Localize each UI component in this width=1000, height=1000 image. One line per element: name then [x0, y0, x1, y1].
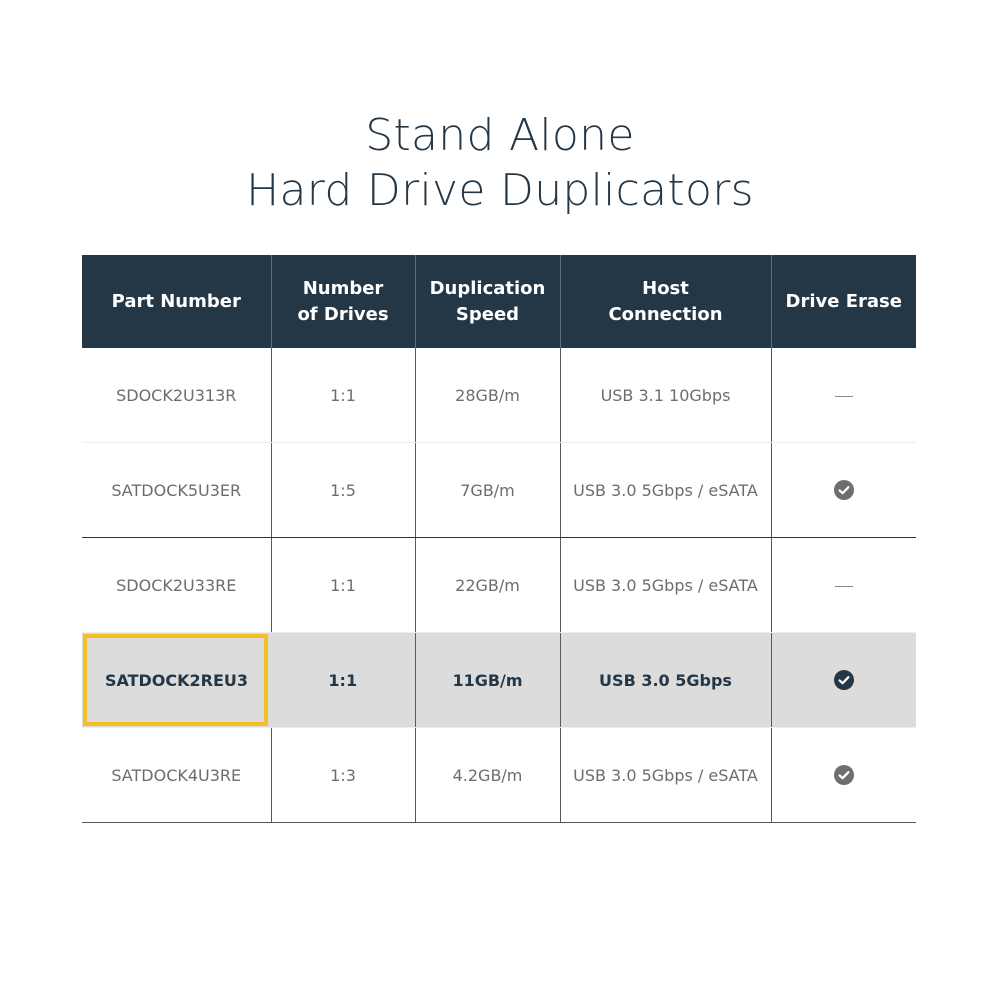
cell-erase	[771, 348, 916, 443]
cell-part-number: SDOCK2U313R	[82, 348, 271, 443]
check-circle-icon	[834, 670, 854, 690]
table-row	[82, 443, 916, 538]
cell-erase	[771, 633, 916, 728]
cell-drives: 1:1	[271, 633, 415, 728]
dash-icon	[835, 586, 853, 587]
cell-drives: 1:5	[271, 443, 415, 538]
cell-drives: 1:1	[271, 538, 415, 633]
cell-host: USB 3.0 5Gbps	[560, 633, 771, 728]
header-number-of-drives: Number of Drives	[271, 255, 415, 348]
table-header-row	[82, 255, 916, 348]
table-row	[82, 728, 916, 823]
table-row	[82, 348, 916, 443]
dash-icon	[835, 396, 853, 397]
cell-host: USB 3.0 5Gbps / eSATA	[560, 443, 771, 538]
table-row-highlighted	[82, 633, 916, 728]
cell-part-number	[82, 633, 271, 728]
cell-erase	[771, 728, 916, 823]
cell-speed: 28GB/m	[415, 348, 560, 443]
cell-host: USB 3.1 10Gbps	[560, 348, 771, 443]
cell-part-number: SATDOCK5U3ER	[82, 443, 271, 538]
cell-speed: 4.2GB/m	[415, 728, 560, 823]
cell-part-number: SATDOCK4U3RE	[82, 728, 271, 823]
cell-host: USB 3.0 5Gbps / eSATA	[560, 728, 771, 823]
header-host-connection: Host Connection	[560, 255, 771, 348]
check-circle-icon	[834, 480, 854, 500]
header-duplication-speed: Duplication Speed	[415, 255, 560, 348]
cell-speed: 22GB/m	[415, 538, 560, 633]
cell-erase	[771, 443, 916, 538]
cell-speed: 11GB/m	[415, 633, 560, 728]
title-line-1: Stand Alone	[365, 110, 635, 161]
cell-host: USB 3.0 5Gbps / eSATA	[560, 538, 771, 633]
cell-drives: 1:3	[271, 728, 415, 823]
cell-part-number: SDOCK2U33RE	[82, 538, 271, 633]
comparison-table	[82, 255, 916, 823]
table-row	[82, 538, 916, 633]
cell-drives: 1:1	[271, 348, 415, 443]
highlighted-part-number: SATDOCK2REU3	[104, 670, 249, 690]
highlight-box	[83, 634, 268, 726]
header-part-number: Part Number	[82, 255, 271, 348]
page-title	[0, 108, 1000, 218]
cell-speed: 7GB/m	[415, 443, 560, 538]
cell-erase	[771, 538, 916, 633]
check-circle-icon	[834, 765, 854, 785]
title-line-2: Hard Drive Duplicators	[246, 165, 754, 216]
header-drive-erase: Drive Erase	[771, 255, 916, 348]
